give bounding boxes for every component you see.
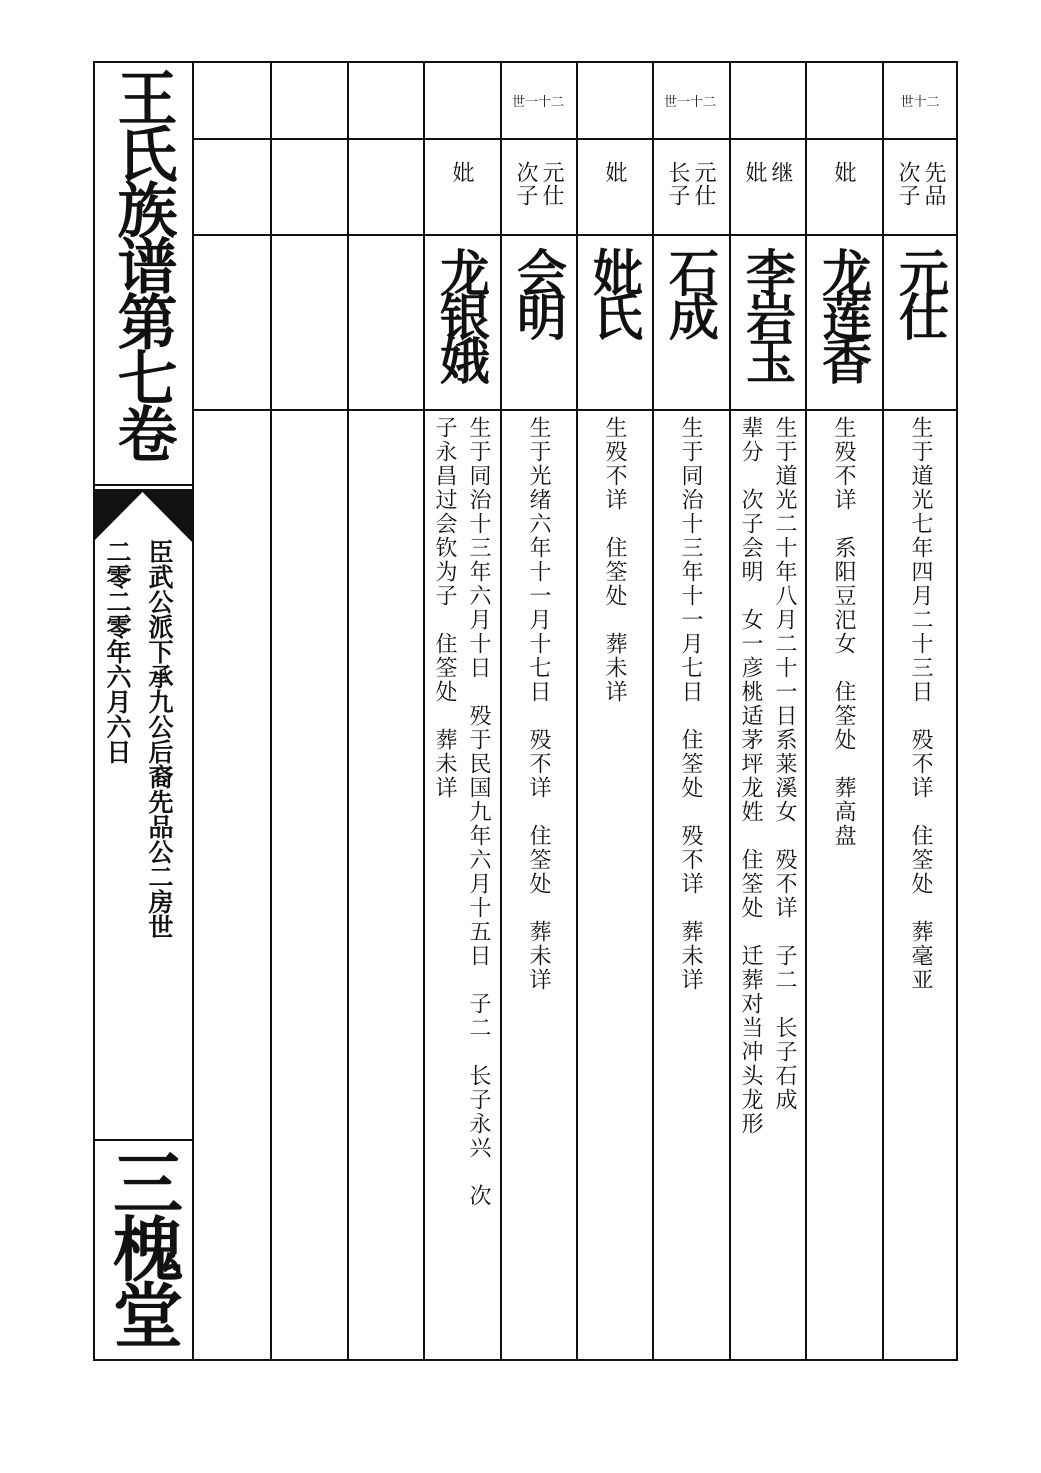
relation-label <box>882 161 958 231</box>
relation-label <box>423 161 499 231</box>
relation-text: 妣 <box>602 161 627 184</box>
relation-label <box>805 161 881 231</box>
biography <box>652 416 728 992</box>
fish-tail-ornament <box>93 484 192 544</box>
person-name-text: 李岩玉 <box>738 247 797 379</box>
person-name-text: 妣氏 <box>585 247 644 335</box>
biography-text: 生于道光二十年八月二十一日系莱溪女 殁不详 子二 长子石成 辈分 次子会明 女一彦桃适茅坪龙姓 住筌处 迁葬对当冲头龙形 <box>738 416 797 1136</box>
person-name-text: 龙银娥 <box>432 247 491 379</box>
biography-text: 生殁不详 系阳豆汜女 住筌处 葬高盘 <box>831 416 856 848</box>
person-name <box>882 247 958 335</box>
person-name-text: 元仕 <box>891 247 950 335</box>
biography <box>805 416 881 848</box>
person-name-text: 石成 <box>661 247 720 335</box>
biography-text: 生殁不详 住筌处 葬未详 <box>602 416 627 704</box>
relation-label <box>347 161 423 231</box>
person-name <box>500 247 576 335</box>
relation-text: 元仕 长子 <box>665 161 716 207</box>
biography-text: 生于道光七年四月二十三日 殁不详 住筌处 葬毫亚 <box>908 416 933 992</box>
entry-column <box>652 61 728 1361</box>
branch-line: 臣武公派下承九公后裔先品公二房世 <box>145 539 174 939</box>
relation-text: 妣 <box>831 161 856 184</box>
relation-label <box>270 161 346 231</box>
hall-block <box>93 1139 192 1359</box>
biography-text: 生于同治十三年六月十日 殁于民国九年六月十五日 子二 长子永兴 次 子永昌过会钦为子 住筌处 葬未详 <box>432 416 491 1208</box>
relation-label <box>500 161 576 231</box>
person-name <box>423 247 499 379</box>
relation-text: 元仕 次子 <box>513 161 564 207</box>
biography <box>500 416 576 992</box>
person-name <box>652 247 728 335</box>
entry-column <box>500 61 576 1361</box>
relation-label <box>729 161 805 231</box>
compile-date: 二零二零年六月六日 <box>103 539 132 764</box>
relation-text: 先品 次子 <box>895 161 946 207</box>
generation-label: 世一十二 <box>511 95 564 110</box>
entry-column <box>805 61 881 1361</box>
biography <box>729 416 805 1136</box>
entry-grid <box>194 61 958 1361</box>
person-name-text: 会明 <box>509 247 568 335</box>
entry-column <box>729 61 805 1361</box>
hall-name: 三槐堂 <box>101 1147 185 1345</box>
relation-label <box>652 161 728 231</box>
entry-column <box>347 61 423 1361</box>
entry-column <box>423 61 499 1361</box>
relation-label <box>194 161 270 231</box>
biography <box>576 416 652 704</box>
left-panel <box>93 61 194 1361</box>
entry-column <box>576 61 652 1361</box>
entry-column <box>882 61 958 1361</box>
relation-text: 妣 <box>449 161 474 184</box>
entry-column <box>194 61 270 1361</box>
title-block <box>93 61 192 484</box>
biography <box>423 416 499 1208</box>
biography-text: 生于同治十三年十一月七日 住筌处 殁不详 葬未详 <box>678 416 703 992</box>
person-name <box>805 247 881 379</box>
relation-label <box>576 161 652 231</box>
entry-column <box>270 61 346 1361</box>
relation-text: 继 妣 <box>742 161 793 184</box>
person-name <box>576 247 652 335</box>
biography <box>882 416 958 992</box>
generation-label: 世十二 <box>900 95 940 110</box>
book-title: 王氏族谱第七卷 <box>107 67 178 459</box>
biography-text: 生于光绪六年十一月十七日 殁不详 住筌处 葬未详 <box>526 416 551 992</box>
person-name <box>729 247 805 379</box>
generation-label: 世一十二 <box>663 95 716 110</box>
person-name-text: 龙莲香 <box>814 247 873 379</box>
